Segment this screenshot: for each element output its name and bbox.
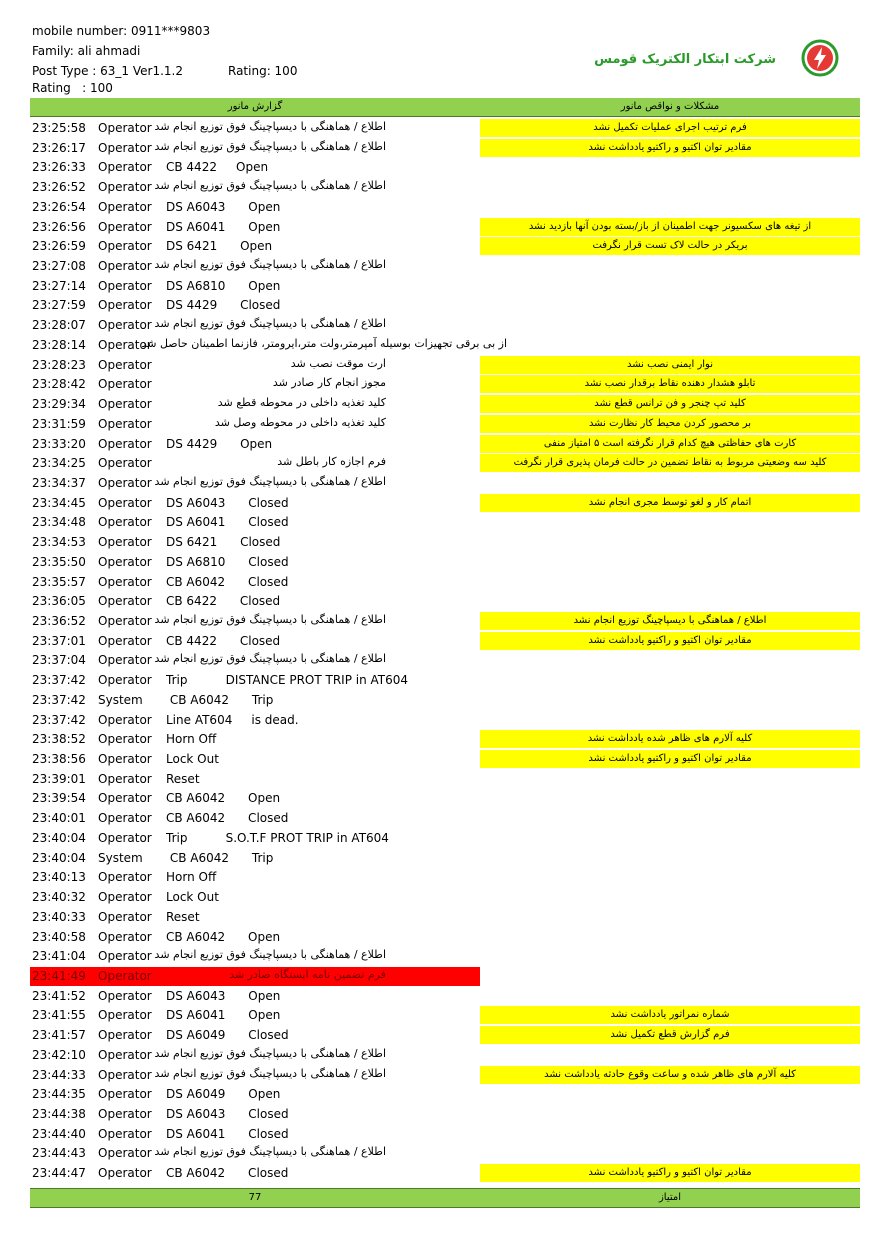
row-actor: Operator [98, 1146, 152, 1161]
table-row [30, 867, 860, 887]
row-actor: Operator [98, 988, 152, 1003]
row-time: 23:34:48 [32, 515, 86, 530]
row-device: CB A6042 Trip [166, 692, 274, 707]
row-actor: Operator [98, 199, 152, 214]
row-device: DS 4429 Closed [166, 298, 281, 313]
row-report: اطلاع / هماهنگی با دیسپاچینگ فوق توزیع انجام شد [154, 652, 386, 666]
row-report: از بی برقی تجهیزات بوسیله آمپرمتر،ولت متر،ایرومتر، فازنما اطمینان حاصل شد [141, 336, 507, 350]
row-actor: Operator [98, 121, 152, 135]
row-actor: Operator [98, 870, 152, 885]
row-problem: مقادیر توان اکتیو و راکتیو یادداشت نشد [480, 632, 860, 650]
company-logo-icon [800, 38, 840, 78]
row-problem: بریکر در حالت لاک تست قرار نگرفت [480, 237, 860, 255]
row-actor: Operator [98, 318, 152, 333]
row-problem: نوار ایمنی نصب نشد [480, 356, 860, 374]
row-time: 23:38:52 [32, 732, 86, 747]
row-time: 23:36:52 [32, 614, 86, 628]
row-device: CB A6042 Closed [166, 1166, 289, 1181]
row-actor: Operator [98, 791, 152, 806]
row-actor: System [98, 692, 143, 707]
row-actor: Operator [98, 495, 152, 510]
table-row [30, 552, 860, 572]
table-row [30, 769, 860, 789]
footer-score: 77 [248, 1192, 262, 1203]
row-problem: فرم گزارش قطع تکمیل نشد [480, 1026, 860, 1044]
row-device: DS A6043 Closed [166, 1107, 289, 1121]
table-row [30, 1163, 860, 1183]
row-report: اطلاع / هماهنگی با دیسپاچینگ فوق توزیع انجام شد [154, 1066, 386, 1080]
row-device: DS 6421 Closed [166, 535, 281, 550]
row-device: Trip DISTANCE PROT TRIP in AT604 [166, 673, 409, 688]
row-actor: Operator [98, 1107, 152, 1121]
row-actor: Operator [98, 456, 152, 471]
table-row [30, 453, 860, 473]
row-time: 23:42:10 [32, 1047, 86, 1062]
rating-value: Rating: 100 [228, 64, 298, 78]
row-time: 23:28:14 [32, 337, 86, 352]
footer-label: امتیاز [658, 1192, 682, 1203]
table-row [30, 710, 860, 730]
row-time: 23:41:04 [32, 949, 86, 964]
table-row [30, 1065, 860, 1085]
row-time: 23:37:42 [32, 692, 86, 707]
row-problem: مقادیر توان اکتیو و راکتیو یادداشت نشد [480, 750, 860, 768]
row-device: DS A6049 Open [166, 1087, 281, 1102]
table-row [30, 1143, 860, 1163]
table-row [30, 611, 860, 631]
row-problem: فرم ترتیب اجرای عملیات تکمیل نشد [480, 119, 860, 137]
row-device: DS A6810 Open [166, 278, 281, 293]
row-device: DS A6041 Closed [166, 1126, 289, 1141]
table-header [30, 98, 860, 117]
row-problem: تابلو هشدار دهنده نقاط برقدار نصب نشد [480, 375, 860, 393]
row-actor: Operator [98, 219, 152, 234]
row-problem: کلید سه وضعیتی مربوط به نقاط تضمین در حالت فرمان پذیری قرار نگرفت [480, 454, 860, 472]
table-row [30, 157, 860, 177]
table-row [30, 374, 860, 394]
table-row [30, 197, 860, 217]
table-row [30, 690, 860, 710]
post-type: Post Type : 63_1 Ver1.1.2 [32, 64, 184, 78]
row-device: Horn Off [166, 732, 217, 747]
row-time: 23:26:17 [32, 140, 86, 155]
row-report: کلید تغذیه داخلی در محوطه قطع شد [217, 396, 386, 410]
row-time: 23:26:54 [32, 199, 86, 214]
table-row [30, 236, 860, 256]
table-row [30, 729, 860, 749]
table-row [30, 434, 860, 454]
table-row [30, 512, 860, 532]
row-report: اطلاع / هماهنگی با دیسپاچینگ فوق توزیع انجام شد [154, 948, 386, 962]
row-problem: اتمام کار و لغو توسط مجری انجام نشد [480, 494, 860, 512]
row-report: فرم تضمین نامه ایستگاه صادر شد [229, 967, 386, 981]
row-time: 23:40:13 [32, 870, 86, 885]
row-actor: Operator [98, 811, 152, 826]
row-actor: Operator [98, 574, 152, 589]
row-actor: Operator [98, 298, 152, 313]
row-time: 23:33:20 [32, 436, 86, 451]
row-time: 23:31:59 [32, 416, 86, 431]
table-row [30, 1045, 860, 1065]
row-actor: Operator [98, 1008, 152, 1023]
row-problem: بر محصور کردن محیط کار نظارت نشد [480, 415, 860, 433]
row-actor: Operator [98, 436, 152, 451]
row-actor: Operator [98, 968, 152, 983]
row-actor: Operator [98, 554, 152, 569]
row-actor: Operator [98, 475, 152, 490]
row-device: CB A6042 Trip [166, 850, 274, 865]
row-device: CB 4422 Open [166, 160, 269, 175]
table-row [30, 927, 860, 947]
table-row [30, 1084, 860, 1104]
row-time: 23:44:47 [32, 1166, 86, 1181]
row-device: DS A6043 Open [166, 988, 281, 1003]
row-time: 23:40:01 [32, 811, 86, 826]
row-device: Line AT604 is dead. [166, 712, 299, 727]
row-device: DS 6421 Open [166, 239, 273, 254]
row-report: فرم اجازه کار باطل شد [277, 455, 386, 469]
row-time: 23:34:25 [32, 456, 86, 471]
table-row [30, 749, 860, 769]
table-row [30, 315, 860, 335]
row-report: اطلاع / هماهنگی با دیسپاچینگ فوق توزیع انجام شد [154, 1046, 386, 1060]
row-actor: Operator [98, 909, 152, 924]
row-actor: Operator [98, 890, 152, 905]
table-row [30, 808, 860, 828]
table-row [30, 335, 860, 355]
table-row [30, 1124, 860, 1144]
row-actor: Operator [98, 140, 152, 155]
row-actor: Operator [98, 771, 152, 786]
row-actor: Operator [98, 160, 152, 175]
row-device: DS A6049 Closed [166, 1028, 289, 1043]
table-row [30, 394, 860, 414]
table-row [30, 1025, 860, 1045]
row-time: 23:40:32 [32, 890, 86, 905]
row-time: 23:34:45 [32, 495, 86, 510]
table-row [30, 966, 860, 986]
row-actor: Operator [98, 357, 152, 372]
row-device: CB A6042 Open [166, 791, 281, 806]
row-time: 23:27:14 [32, 278, 86, 293]
row-device: DS A6043 Open [166, 199, 281, 214]
table-row [30, 493, 860, 513]
row-actor: Operator [98, 949, 152, 964]
row-time: 23:44:43 [32, 1146, 86, 1161]
table-row [30, 670, 860, 690]
row-time: 23:40:04 [32, 830, 86, 845]
row-problem: کلید تپ چنجر و فن ترانس قطع نشد [480, 395, 860, 413]
row-problem: اطلاع / هماهنگی با دیسپاچینگ توزیع انجام نشد [480, 612, 860, 630]
rating-label: Rating : 100 [32, 81, 113, 95]
table-row [30, 217, 860, 237]
row-device: CB 6422 Closed [166, 594, 281, 609]
row-device: DS A6041 Open [166, 219, 281, 234]
row-device: DS A6041 Closed [166, 515, 289, 530]
row-actor: Operator [98, 633, 152, 648]
row-actor: Operator [98, 752, 152, 767]
row-time: 23:29:34 [32, 397, 86, 412]
table-footer [30, 1188, 860, 1208]
row-problem: کارت های حفاظتی هیچ کدام قرار نگرفته است ۵ امتیاز منفی [480, 435, 860, 453]
row-device: DS A6810 Closed [166, 554, 289, 569]
table-row [30, 650, 860, 670]
row-report: اطلاع / هماهنگی با دیسپاچینگ فوق توزیع انجام شد [154, 613, 386, 626]
row-time: 23:28:07 [32, 318, 86, 333]
row-device: Reset [166, 909, 200, 924]
row-time: 23:40:58 [32, 929, 86, 944]
row-device: CB A6042 Closed [166, 574, 289, 589]
table-row [30, 788, 860, 808]
row-actor: Operator [98, 416, 152, 431]
row-device: Lock Out [166, 752, 219, 767]
table-row [30, 473, 860, 493]
column-header-issues: مشکلات و نواقص مانور [620, 101, 720, 112]
row-actor: Operator [98, 278, 152, 293]
table-row [30, 907, 860, 927]
row-actor: Operator [98, 535, 152, 550]
mobile-number: mobile number: 0911***9803 [32, 24, 211, 38]
row-time: 23:28:42 [32, 377, 86, 392]
table-row [30, 986, 860, 1006]
row-time: 23:40:33 [32, 909, 86, 924]
row-actor: System [98, 850, 143, 865]
table-row [30, 138, 860, 158]
row-problem: کلیه آلارم های ظاهر شده یادداشت نشد [480, 730, 860, 748]
row-report: اطلاع / هماهنگی با دیسپاچینگ فوق توزیع انجام شد [154, 317, 386, 331]
column-header-report: گزارش مانور [227, 101, 283, 112]
row-actor: Operator [98, 515, 152, 530]
row-time: 23:28:23 [32, 357, 86, 372]
row-actor: Operator [98, 673, 152, 688]
table-row [30, 414, 860, 434]
row-time: 23:44:33 [32, 1067, 86, 1082]
row-actor: Operator [98, 377, 152, 392]
row-actor: Operator [98, 259, 152, 274]
row-actor: Operator [98, 929, 152, 944]
row-report: اطلاع / هماهنگی با دیسپاچینگ فوق توزیع انجام شد [154, 179, 386, 193]
table-row [30, 828, 860, 848]
table-row [30, 1005, 860, 1025]
row-time: 23:41:52 [32, 988, 86, 1003]
row-device: DS A6041 Open [166, 1008, 281, 1023]
row-problem: شماره نمراتور یادداشت نشد [480, 1006, 860, 1024]
row-time: 23:37:42 [32, 673, 86, 688]
row-report: ارت موقت نصب شد [290, 356, 386, 370]
row-time: 23:35:50 [32, 554, 86, 569]
table-row [30, 276, 860, 296]
row-problem: مقادیر توان اکتیو و راکتیو یادداشت نشد [480, 1164, 860, 1182]
row-problem: کلیه آلارم های ظاهر شده و ساعت وقوع حادثه یادداشت نشد [480, 1066, 860, 1084]
row-device: CB A6042 Open [166, 929, 281, 944]
table-row [30, 631, 860, 651]
row-time: 23:37:01 [32, 633, 86, 648]
row-time: 23:37:04 [32, 653, 86, 668]
row-device: DS A6043 Closed [166, 495, 289, 510]
table-row [30, 177, 860, 197]
row-device: DS 4429 Open [166, 436, 273, 451]
row-device: Lock Out [166, 890, 219, 905]
row-report: اطلاع / هماهنگی با دیسپاچینگ فوق توزیع انجام شد [154, 474, 386, 488]
table-row [30, 572, 860, 592]
family-name: Family: ali ahmadi [32, 44, 141, 58]
row-device: CB A6042 Closed [166, 811, 289, 826]
row-time: 23:26:33 [32, 160, 86, 175]
row-time: 23:26:56 [32, 219, 86, 234]
row-actor: Operator [98, 1028, 152, 1043]
row-problem: مقادیر توان اکتیو و راکتیو یادداشت نشد [480, 139, 860, 157]
row-actor: Operator [98, 1126, 152, 1141]
row-device: Horn Off [166, 870, 217, 885]
row-actor: Operator [98, 614, 152, 628]
row-time: 23:26:59 [32, 239, 86, 254]
row-report: اطلاع / هماهنگی با دیسپاچینگ فوق توزیع انجام شد [154, 1145, 386, 1159]
row-device: Reset [166, 771, 200, 786]
row-actor: Operator [98, 337, 152, 352]
row-time: 23:27:08 [32, 259, 86, 274]
row-actor: Operator [98, 1166, 152, 1181]
company-name: شرکت ابتکار الکتریک قومس [594, 52, 776, 67]
table-row [30, 295, 860, 315]
row-time: 23:41:57 [32, 1028, 86, 1043]
row-actor: Operator [98, 594, 152, 609]
row-report: اطلاع / هماهنگی با دیسپاچینگ فوق توزیع انجام شد [154, 120, 386, 133]
row-actor: Operator [98, 1067, 152, 1082]
row-report: مجوز انجام کار صادر شد [272, 376, 386, 390]
row-report: اطلاع / هماهنگی با دیسپاچینگ فوق توزیع انجام شد [154, 258, 386, 272]
table-row [30, 355, 860, 375]
row-time: 23:44:40 [32, 1126, 86, 1141]
row-time: 23:25:58 [32, 121, 86, 135]
row-device: CB 4422 Closed [166, 633, 281, 648]
row-time: 23:39:54 [32, 791, 86, 806]
row-time: 23:40:04 [32, 850, 86, 865]
row-time: 23:27:59 [32, 298, 86, 313]
row-time: 23:35:57 [32, 574, 86, 589]
row-time: 23:41:49 [32, 968, 86, 983]
row-time: 23:37:42 [32, 712, 86, 727]
row-time: 23:36:05 [32, 594, 86, 609]
table-row [30, 946, 860, 966]
row-actor: Operator [98, 712, 152, 727]
row-time: 23:34:53 [32, 535, 86, 550]
row-time: 23:41:55 [32, 1008, 86, 1023]
table-row [30, 256, 860, 276]
row-actor: Operator [98, 830, 152, 845]
row-time: 23:26:52 [32, 180, 86, 195]
row-actor: Operator [98, 180, 152, 195]
row-actor: Operator [98, 732, 152, 747]
table-row [30, 118, 860, 138]
row-actor: Operator [98, 239, 152, 254]
row-device: Trip S.O.T.F PROT TRIP in AT604 [166, 830, 389, 845]
row-problem: از تیغه های سکسیونر جهت اطمینان از باز/بسته بودن آنها بازدید نشد [480, 218, 860, 236]
row-report: اطلاع / هماهنگی با دیسپاچینگ فوق توزیع انجام شد [154, 139, 386, 153]
table-row [30, 591, 860, 611]
table-row [30, 887, 860, 907]
row-time: 23:39:01 [32, 771, 86, 786]
table-row [30, 532, 860, 552]
row-time: 23:38:56 [32, 752, 86, 767]
row-actor: Operator [98, 653, 152, 668]
row-actor: Operator [98, 1087, 152, 1102]
table-row [30, 848, 860, 868]
row-time: 23:44:38 [32, 1107, 86, 1121]
row-time: 23:44:35 [32, 1087, 86, 1102]
row-report: کلید تغذیه داخلی در محوطه وصل شد [214, 415, 386, 429]
table-row [30, 1104, 860, 1124]
row-actor: Operator [98, 1047, 152, 1062]
row-time: 23:34:37 [32, 475, 86, 490]
row-actor: Operator [98, 397, 152, 412]
